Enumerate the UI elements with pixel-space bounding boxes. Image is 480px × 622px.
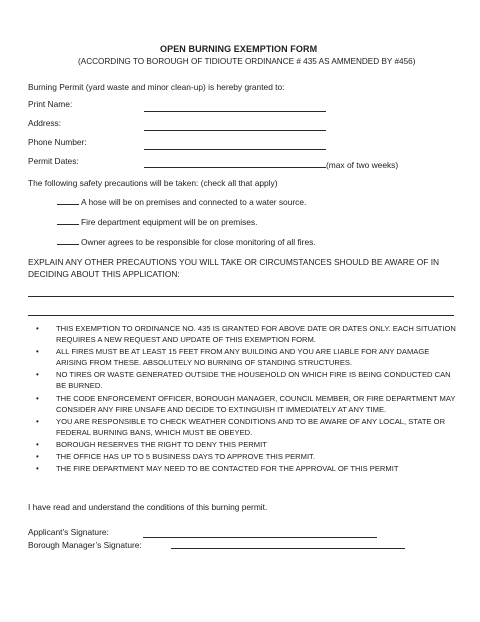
bullet-icon: • <box>36 324 39 333</box>
applicant-signature-line[interactable] <box>143 537 377 538</box>
phone-line[interactable] <box>144 149 326 150</box>
list-item: • NO TIRES OR WASTE GENERATED OUTSIDE THE HOUSEHOLD ON WHICH FIRE IS BEING CONDUCTED CAN BE BURNED. <box>36 370 451 391</box>
permit-dates-line[interactable] <box>144 167 326 168</box>
bullet-icon: • <box>36 416 39 426</box>
intro-text: Burning Permit (yard waste and minor clean-up) is hereby granted to: <box>28 82 285 92</box>
check-monitoring-text: Owner agrees to be responsible for close monitoring of all fires. <box>81 237 316 247</box>
bullet-icon: • <box>36 393 39 403</box>
list-item: • THE OFFICE HAS UP TO 5 BUSINESS DAYS TO APPROVE THIS PERMIT. <box>36 452 315 462</box>
conditions-list <box>36 323 461 476</box>
check-fire-equipment-blank[interactable] <box>57 224 79 225</box>
check-hose-blank[interactable] <box>57 204 79 205</box>
list-item: • THE FIRE DEPARTMENT MAY NEED TO BE CONTACTED FOR THE APPROVAL OF THIS PERMIT <box>36 464 399 474</box>
explain-line-1[interactable] <box>28 296 454 297</box>
bullet-icon: • <box>36 347 39 357</box>
form-title: OPEN BURNING EXEMPTION FORM <box>160 44 318 54</box>
list-item: • BOROUGH RESERVES THE RIGHT TO DENY THIS PERMIT <box>36 439 267 449</box>
bullet-icon: • <box>36 464 39 474</box>
manager-signature-label: Borough Manager’s Signature: <box>28 540 142 550</box>
address-line[interactable] <box>144 130 326 131</box>
phone-label: Phone Number: <box>28 137 87 147</box>
manager-signature-line[interactable] <box>171 548 405 549</box>
check-monitoring-blank[interactable] <box>57 244 79 245</box>
print-name-line[interactable] <box>144 111 326 112</box>
explain-line-2[interactable] <box>28 315 454 316</box>
explain-text: EXPLAIN ANY OTHER PRECAUTIONS YOU WILL TAKE OR CIRCUMSTANCES SHOULD BE AWARE OF IN DECIDING ABOUT THIS APPLICATION: <box>28 257 440 279</box>
acknowledge-text: I have read and understand the conditions of this burning permit. <box>28 502 268 512</box>
bullet-icon: • <box>36 439 39 449</box>
list-item: • ALL FIRES MUST BE AT LEAST 15 FEET FROM ANY BUILDING AND YOU ARE LIABLE FOR ANY DAMAGE ARISING FROM THESE. ABSOLUTELY NO BURNING OF STANDING STRUCTURES. <box>36 347 430 368</box>
list-item: • YOU ARE RESPONSIBLE TO CHECK WEATHER CONDITIONS AND TO BE AWARE OF ANY LOCAL, STATE OR FEDERAL BURNING BANS, WHICH MUST BE OBEYED. <box>36 416 446 437</box>
precautions-intro: The following safety precautions will be taken: (check all that apply) <box>28 178 278 188</box>
bullet-icon: • <box>36 370 39 380</box>
address-label: Address: <box>28 118 62 128</box>
bullet-icon: • <box>36 452 39 462</box>
applicant-signature-label: Applicant’s Signature: <box>28 527 109 537</box>
list-item: • THE CODE ENFORCEMENT OFFICER, BOROUGH MANAGER, COUNCIL MEMBER, OR FIRE DEPARTMENT MAY CONSIDER ANY FIRE UNSAFE AND DECIDE TO EXTINGUISH IT IMMEDIATELY AT ANY TIME. <box>36 393 456 414</box>
check-monitoring <box>57 237 316 247</box>
check-fire-equipment-text: Fire department equipment will be on premises. <box>81 217 258 227</box>
form-subtitle: (ACCORDING TO BOROUGH OF TIDIOUTE ORDINANCE # 435 AS AMMENDED BY #456) <box>78 57 416 66</box>
permit-dates-note: (max of two weeks) <box>326 160 399 170</box>
permit-dates-label: Permit Dates: <box>28 156 79 166</box>
list-item: • THIS EXEMPTION TO ORDINANCE NO. 435 IS GRANTED FOR ABOVE DATE OR DATES ONLY. EACH SITUATION REQUIRES A NEW REQUEST AND UPDATE OF THIS EXEMPTION FORM. <box>36 324 456 344</box>
check-fire-equipment <box>57 217 257 227</box>
check-hose <box>57 197 306 207</box>
print-name-label: Print Name: <box>28 99 73 109</box>
check-hose-text: A hose will be on premises and connected to a water source. <box>81 197 307 207</box>
